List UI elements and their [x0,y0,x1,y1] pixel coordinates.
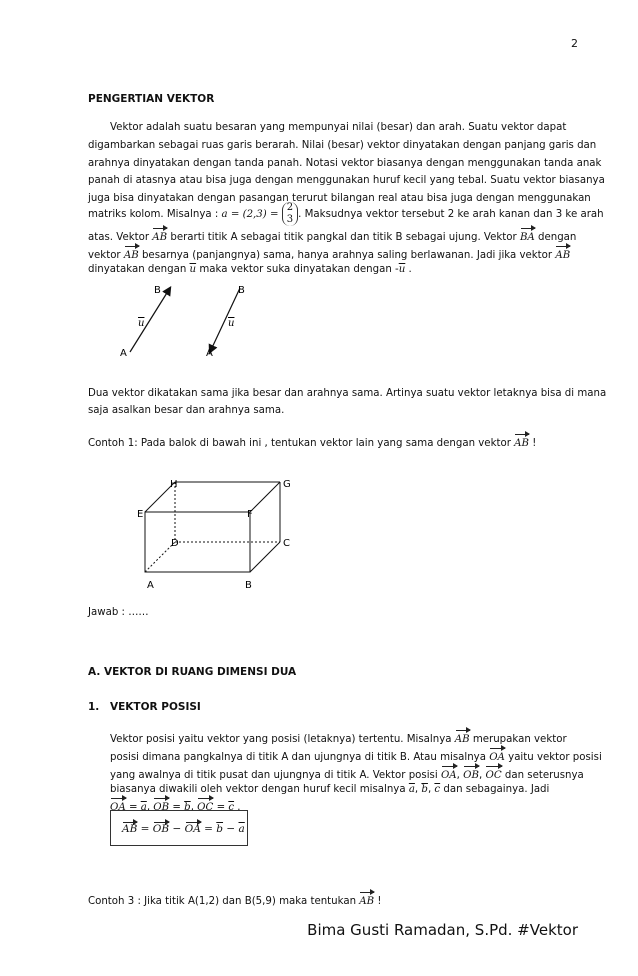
vector-ab: AB [122,820,137,835]
vector-b: $\overline{b}$ [421,784,428,795]
vector-ab: AB [514,432,529,453]
position-line-4: biasanya diwakili oleh vektor dengan huruf kecil misalnya $\overline{a}$, $\overline{b}$, $\overline{c}$ dan sebagainya. Jadi [110,784,550,795]
matrix-prefix: matriks kolom. Misalnya : [88,209,219,220]
vector-minus-u: $\overline{u}$ [398,264,406,275]
vector-ab: AB [152,226,167,247]
text: Contoh 3 : Jika titik A(1,2) dan B(5,9) maka tentukan [88,896,357,907]
vector-u-line [88,261,582,279]
text: vektor [88,250,121,261]
vector-ob: OB [153,820,169,835]
label-f: F [247,509,253,520]
label-a: A [147,580,154,591]
text: yaitu vektor posisi [504,752,602,763]
position-line-5: OA = $\overline{a}$, OB = $\overline{b}$, OC = $\overline{c}$ . [110,796,582,817]
label-b: B [245,580,252,591]
vector-a: $\overline{a}$ [408,784,415,795]
label-d: D [171,538,179,549]
label-b-left: B [154,285,161,296]
vector-b: $\overline{b}$ [216,823,224,835]
text: ! [528,438,537,449]
vector-oc: OC [485,764,501,785]
vector-u-arrow [130,288,170,352]
column-matrix [282,202,298,226]
intro-line-1: Vektor adalah suatu besaran yang mempunyai nilai (besar) dan arah. Suatu vektor dapat [110,122,567,133]
text: ! [374,896,382,907]
label-g: G [283,479,291,490]
example-1 [88,432,582,453]
vector-ob: OB [463,764,479,785]
matrix-line [88,201,604,229]
label-h: H [170,479,178,490]
footer-author: Bima Gusti Ramadan, S.Pd. #Vektor [307,921,578,939]
section-1-number: 1. [88,701,100,713]
position-line-3: yang awalnya di titik pusat dan ujungnya di titik A. Vektor posisi OA, OB, OC dan seterusnya [110,764,582,785]
answer-line: Jawab : …… [88,607,149,618]
vector-direction-figure [110,280,270,370]
label-b-right: B [238,285,245,296]
matrix-bottom: 3 [286,214,294,225]
matrix-formula: a = (2,3) = [221,209,279,220]
label-a-right: A [206,348,213,359]
vector-c: $\overline{c}$ [434,784,441,795]
text: biasanya diwakili oleh vektor dengan huruf kecil misalnya [110,784,406,795]
equal-line-2: saja asalkan besar dan arahnya sama. [88,405,285,416]
intro-line-5: juga bisa dinyatakan dengan pasangan terurut bilangan real atau bisa juga dengan menggunakan [88,193,591,204]
vector-oa: OA [185,820,201,835]
intro-line-4: panah di atasnya atau bisa juga dengan menggunakan huruf kecil yang tebal. Suatu vektor biasanya [88,175,605,186]
text: atas. Vektor [88,232,150,243]
vector-oc: OC [197,796,213,817]
text: dinyatakan dengan [88,264,187,275]
text: Contoh 1: Pada balok di bawah ini , tentukan vektor lain yang sama dengan vektor [88,438,511,449]
intro-line-2: digambarkan sebagai ruas garis berarah. Nilai (besar) vektor dinyatakan dengan panjang garis dan [88,140,597,151]
equal-line-1: Dua vektor dikatakan sama jika besar dan arahnya sama. Artinya suatu vektor letaknya bisa di mana [88,388,607,399]
edge-bc [250,542,280,572]
edge-fg [250,482,280,512]
vector-c: $\overline{c}$ [228,802,235,813]
vector-ob: OB [153,796,169,817]
vector-ab: AB [124,244,139,265]
text: berarti titik A sebagai titik pangkal dan titik B sebagai ujung. Vektor [167,232,517,243]
vector-ab: AB [359,890,374,911]
vector-ba: BA [520,226,535,247]
section-1-heading: VEKTOR POSISI [110,701,201,713]
front-face [145,512,250,572]
label-c: C [283,538,290,549]
text: posisi dimana pangkalnya di titik A dan ujungnya di titik B. Atau misalnya [110,752,486,763]
vector-b: $\overline{b}$ [184,802,191,813]
label-e: E [137,509,144,520]
example-3 [88,890,582,911]
text: dengan [534,232,577,243]
formula: AB = OB − OA = $\overline{b} - \overline{a}$ [122,820,245,835]
text: besarnya (panjangnya) sama, hanya arahnya saling berlawanan. Jadi jika vektor [138,250,553,261]
matrix-suffix: . Maksudnya vektor tersebut 2 ke arah kanan dan 3 ke arah [298,209,604,220]
intro-line-3: arahnya dinyatakan dengan tanda panah. Notasi vektor biasanya dengan menggunakan tanda anak [88,158,602,169]
label-a-left: A [120,348,127,359]
text: maka vektor suka dinyatakan dengan - [196,264,399,275]
label-u-left: u [138,318,145,329]
vector-a: $\overline{a}$ [140,802,147,813]
vector-oa: OA [110,796,126,817]
section-a-heading: A. VEKTOR DI RUANG DIMENSI DUA [88,666,297,678]
vector-a: $\overline{a}$ [238,823,245,835]
vector-ab: AB [455,728,470,749]
page-number: 2 [571,37,578,50]
text: . [405,264,412,275]
label-u-right: u [228,318,235,329]
text: merupakan vektor [469,734,567,745]
text: dan sebagainya. Jadi [440,784,550,795]
section-title: PENGERTIAN VEKTOR [88,93,215,105]
vector-oa: OA [441,764,457,785]
text: Vektor posisi yaitu vektor yang posisi (letaknya) tertentu. Misalnya [110,734,452,745]
text: dan seterusnya [501,770,584,781]
vector-oa: OA [489,746,505,767]
vector-ab: AB [555,244,570,265]
vector-u: $\overline{u}$ [189,264,197,275]
text: yang awalnya di titik pusat dan ujungnya di titik A. Vektor posisi [110,770,438,781]
matrix-top: 2 [286,202,294,213]
vector-minus-u-arrow [210,288,240,352]
cuboid-figure [135,472,305,597]
